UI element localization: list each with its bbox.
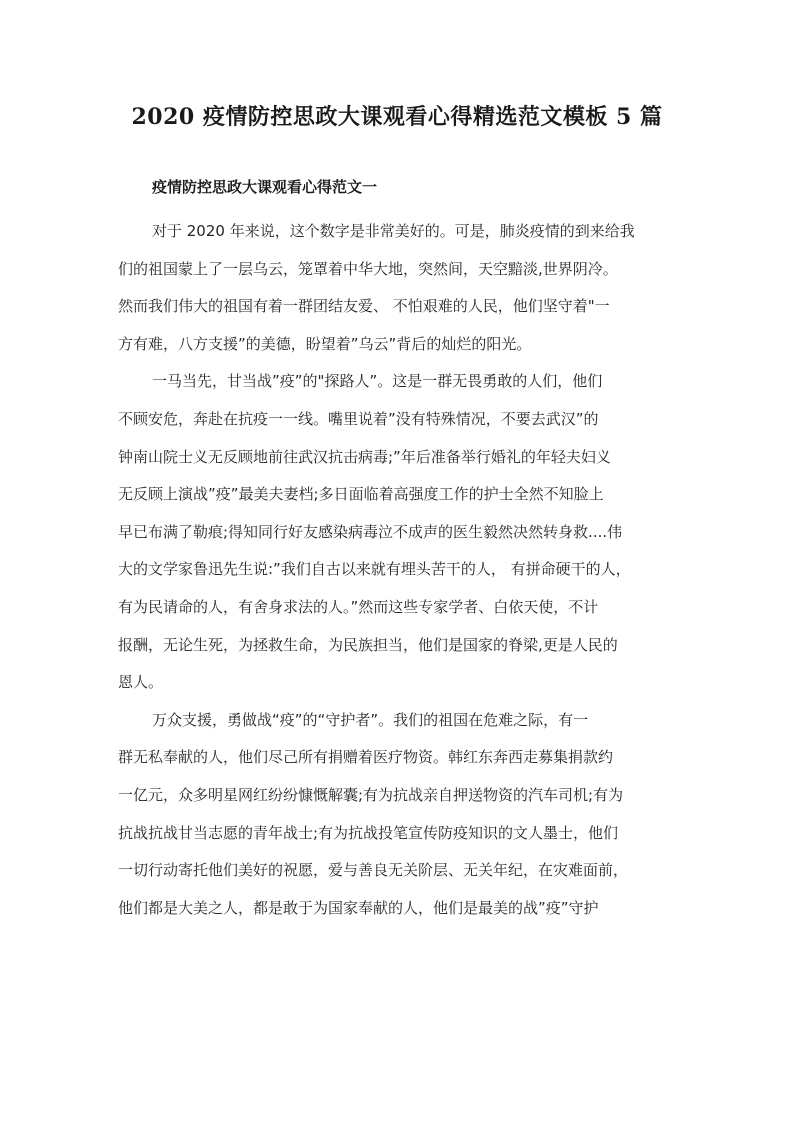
paragraph-line: 们的祖国蒙上了一层乌云，笼罩着中华大地，突然间，天空黯淡,世界阴冷。 [118,259,618,278]
paragraph-line: 抗战抗战甘当志愿的青年战士;有为抗战投笔宣传防疫知识的文人墨士，他们 [118,823,619,842]
paragraph-line: 不顾安危，奔赴在抗疫一一线。嘴里说着”没有特殊情况，不要去武汉”的 [118,409,599,428]
paragraph-line: 钟南山院士义无反顾地前往武汉抗击病毒;”年后准备举行婚礼的年轻夫妇义 [118,447,611,466]
paragraph-line: 万众支援，勇做战“疫”的“守护者”。我们的祖国在危难之际，有一 [152,710,589,729]
paragraph-line: 报酬，无论生死，为拯救生命，为民族担当，他们是国家的脊梁,更是人民的 [118,635,618,654]
section-heading: 疫情防控思政大课观看心得范文一 [152,178,378,196]
paragraph-line: 恩人。 [118,673,164,692]
paragraph-line: 方有难，八方支援”的美德，盼望着”乌云”背后的灿烂的阳光。 [118,334,532,353]
paragraph-line: 然而我们伟大的祖国有着一群团结友爱、 不怕艰难的人民，他们坚守着"一 [118,297,610,316]
paragraph-line: 群无私奉献的人，他们尽己所有捐赠着医疗物资。韩红东奔西走募集捐款约 [118,748,614,767]
paragraph-line: 他们都是大美之人，都是敢于为国家奉献的人，他们是最美的战”疫”守护 [118,898,599,917]
paragraph-line: 有为民请命的人，有舍身求法的人。”然而这些专家学者、白依天使，不计 [118,597,599,616]
paragraph-line: 大的文学家鲁迅先生说:”我们自古以来就有埋头苦干的人， 有拼命硬干的人， [118,560,631,579]
paragraph-line: 一亿元，众多明星网红纷纷慷慨解囊;有为抗战亲自押送物资的汽车司机;有为 [118,785,624,804]
paragraph-line: 一马当先，甘当战”疫”的"探路人”。这是一群无畏勇敢的人们，他们 [152,372,603,391]
paragraph-line: 一切行动寄托他们美好的祝愿，爱与善良无关阶层、无关年纪，在灾难面前， [118,861,629,880]
paragraph-line: 早已布满了勒痕;得知同行好友感染病毒泣不成声的医生毅然决然转身救....伟 [118,522,623,541]
document-body [118,213,678,927]
paragraph-line: 无反顾上演战”疫”最美夫妻档;多日面临着高强度工作的护士全然不知脸上 [118,485,604,504]
paragraph-line: 对于 2020 年来说，这个数字是非常美好的。可是，肺炎疫情的到来给我 [152,222,635,240]
document-title: 2020 疫情防控思政大课观看心得精选范文模板 5 篇 [131,104,663,130]
